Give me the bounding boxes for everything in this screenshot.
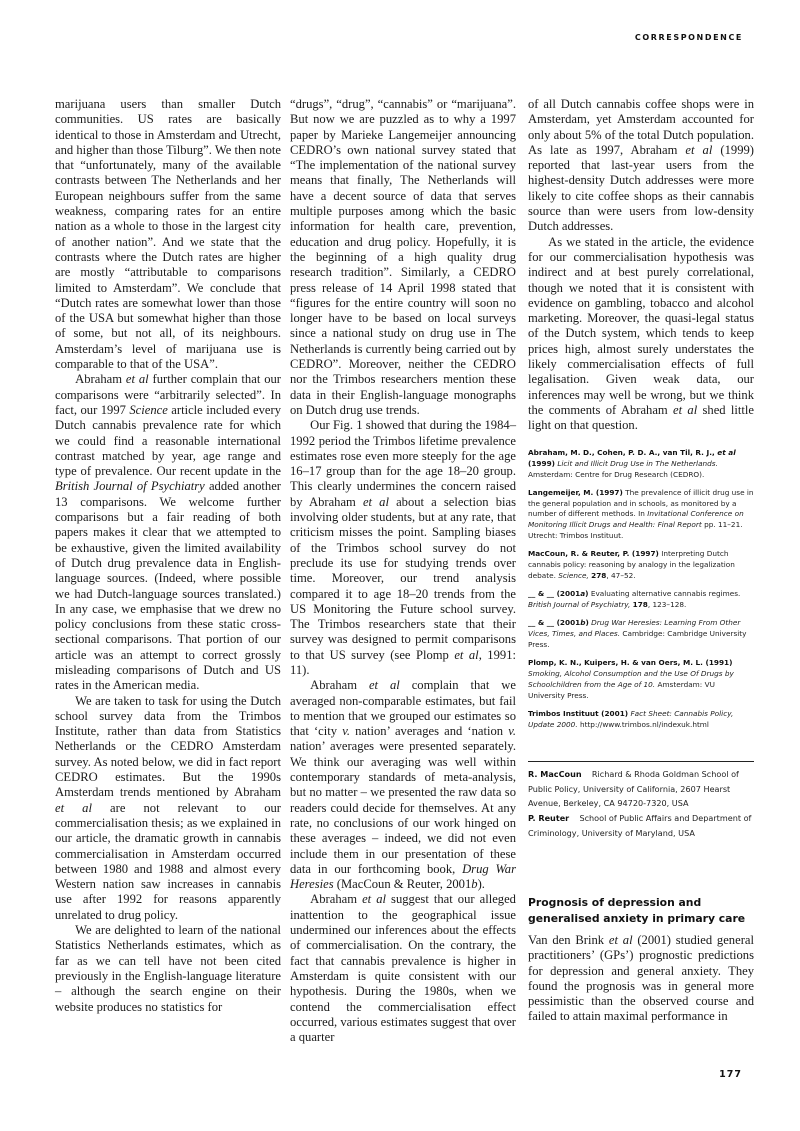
- text-span: __ & __ (2001: [528, 589, 581, 599]
- section-heading: Prognosis of depression and generalised anxiety in primary care: [528, 896, 746, 925]
- paragraph: Abraham et al complain that we averaged non-comparable estimates, but fail to mention that we grouped our estimates so that ‘city v. nation’ averages and ‘nation v. nation’ averages were presented separately. We think our averaging was well within contemporary standards of meta-analysis, but no matter – we presented the raw data so readers could decide for themselves. At any rate, no conclusions of our work hinged on these averages – indeed, we did not even include them in our presentation of these data in our forthcoming book, Drug War Heresies (MacCoun & Reuter, 2001b).: [290, 678, 516, 892]
- text-span: British Journal of Psychiatry,: [528, 600, 631, 610]
- text-span: MacCoun, R. & Reuter, P. (1997): [528, 549, 659, 559]
- text-span: v.: [508, 724, 516, 739]
- text-span: et al: [608, 933, 633, 947]
- affiliation-text: Richard & Rhoda Goldman School of Public Policy, University of California, 2607 Hearst Avenue, Berkeley, CA 94720-7320, USA: [528, 769, 739, 809]
- text-span: et al: [717, 448, 736, 457]
- text-span: b: [471, 877, 478, 892]
- text-span: v.: [342, 724, 350, 739]
- paragraph: Van den Brink et al (2001) studied general practitioners’ (GPs’) prognostic predictions for depression and general anxiety. They found the prognosis was in general more pessimistic than the observed course and failed to attain maximal performance in: [528, 933, 754, 1024]
- text-span: Langemeijer, M. (1997): [528, 487, 623, 497]
- text-span: et al: [125, 372, 149, 387]
- text-span: Plomp, K. N., Kuipers, H. & van Oers, M. L. (1991): [528, 658, 733, 668]
- divider: [528, 761, 754, 762]
- text-column-2: [290, 97, 516, 1045]
- text-span: et al: [368, 678, 400, 693]
- reference-item: MacCoun, R. & Reuter, P. (1997) Interpreting Dutch cannabis policy: reasoning by analogy in the legalization debate. Science, 278, 47–52.: [528, 549, 735, 580]
- running-head: CORRESPONDENCE: [634, 33, 743, 42]
- text-span: Trimbos Instituut (2001): [528, 708, 629, 718]
- paragraph: Abraham et al further complain that our comparisons were “arbitrarily selected”. In fact, our 1997 Science article included every Dutch cannabis prevalence rate for which we could find a reasonable international contrast matched by year, age range and type of prevalence. Our recent update in the British Journal of Psychiatry added another 13 comparisons. We welcome further comparisons but a fair reading of both papers makes it clear that we attempted to be exhaustive, given the limited availability of Dutch drug prevalence data in English-language sources. (Indeed, where possible we had Dutch-language sources translated.) In any case, we emphasise that we drew no policy conclusions from these static cross-sectional comparisons. That portion of our article was an attempt to correct grossly misleading comparisons of Dutch and US rates in the American media.: [55, 372, 281, 693]
- text-span: British Journal of Psychiatry: [55, 479, 205, 494]
- text-column-1: [55, 97, 281, 1015]
- paragraph: of all Dutch cannabis coffee shops were in Amsterdam, yet Amsterdam accounted for only about 5% of the total Dutch population. As late as 1997, Abraham et al (1999) reported that last-year users from the highest-density Dutch addresses were more likely to cite coffee shops as their cannabis source than were users from low-density Dutch addresses.: [528, 97, 754, 234]
- paragraph: “drugs”, “drug”, “cannabis” or “marijuana”. But now we are puzzled as to why a 1997 paper by Marieke Langemeijer announcing CEDRO’s own national survey stated that “The implementation of the national survey means that finally, The Netherlands will have a decent source of data that serves multiple purposes among which the basic information for health care, prevention, education and drug policy. Hopefully, it is the beginning of a high quality drug research tradition”. Similarly, a CEDRO press release of 14 April 1998 stated that “figures for the entire country will soon no longer have to be based on local surveys since a national study on drug use in The Netherlands is currently being carried out by CEDRO”. Moreover, neither the CEDRO nor the Trimbos researchers mention these data in their English-language monographs on Dutch drug use trends.: [290, 97, 516, 417]
- text-span: 178: [632, 600, 648, 610]
- paragraph: Abraham et al suggest that our alleged inattention to the geographical issue undermined our inferences about the effects of commercialisation. On the contrary, the fact that cannabis prevalence is higher in Amsterdam is quite consistent with our hypothesis. During the 1980s, when we contend the commercialisation effect occurred, various estimates suggest that over a quarter: [290, 892, 516, 1045]
- reference-list: [528, 448, 754, 738]
- text-span: Smoking, Alcohol Consumption and the Use Of Drugs by Schoolchildren from the Age of 10.: [528, 669, 734, 689]
- text-span: Drug War Heresies: [290, 861, 516, 892]
- text-span: et al: [362, 494, 389, 509]
- text-span: (1999): [528, 458, 555, 468]
- text-span: Abraham, M. D., Cohen, P. D. A., van Til, R. J.,: [528, 448, 718, 457]
- reference-item: Langemeijer, M. (1997) The prevalence of illicit drug use in the general population and in schools, as monitored by a number of different methods. In Invitational Conference on Monitoring Illicit Drugs and Health: Final Report pp. 11–21. Utrecht: Trimbos Instituut.: [528, 487, 754, 541]
- text-span: a: [580, 589, 586, 599]
- text-span: et al: [55, 800, 92, 815]
- author-name: R. MacCoun: [528, 769, 582, 779]
- paragraph: We are taken to task for using the Dutch school survey data from the Trimbos Institute, rather than data from Statistics Netherlands or the CEDRO Amsterdam survey. As noted below, we did in fact report CEDRO estimates. But the 1990s Amsterdam trends mentioned by Abraham et al are not relevant to our commercialisation thesis; as we explained in our article, the dramatic growth in cannabis commercialisation in Amsterdam occurred between 1980 and 1988 and almost every Western nation saw increases in cannabis use after 1992 for reasons apparently unrelated to drug policy.: [55, 693, 281, 922]
- reference-item: __ & __ (2001a) Evaluating alternative cannabis regimes. British Journal of Psychiatry, 178, 123–128.: [528, 589, 741, 610]
- text-span: ): [585, 589, 589, 599]
- text-span: et al: [673, 402, 698, 417]
- text-span: Science: [129, 402, 168, 417]
- page-number: 177: [719, 1069, 742, 1080]
- text-span: __ & __ (2001: [528, 618, 581, 628]
- text-span: et al: [454, 647, 479, 662]
- affiliation-text: School of Public Affairs and Department of Criminology, University of Maryland, USA: [528, 813, 752, 838]
- affiliation-reuter: [528, 811, 758, 840]
- section-body: [528, 933, 754, 1025]
- text-span: 278: [591, 570, 607, 580]
- reference-item: Trimbos Instituut (2001) Fact Sheet: Cannabis Policy, Update 2000. http://www.trimbos.nl/indexuk.html: [528, 708, 734, 729]
- text-span: et al: [685, 142, 713, 157]
- text-span: Drug War Heresies: Learning From Other Vices, Times, and Places.: [528, 618, 741, 639]
- reference-item: Plomp, K. N., Kuipers, H. & van Oers, M. L. (1991) Smoking, Alcohol Consumption and the Use Of Drugs by Schoolchildren from the Age of 10. Amsterdam: VU University Press.: [528, 658, 734, 700]
- paragraph: marijuana users than smaller Dutch communities. US rates are basically identical to those in Amsterdam and Utrecht, and higher than those Tilburg”. We then note that “unfortunately, many of the available contrasts between The Netherlands and her European neighbours suffer from the same weakness, comparing rates for an entire nation as a whole to those in the largest city of another nation”. And we state that the contrasts where the Dutch rates are higher are mostly “attributable to comparisons limited to Amsterdam”. We conclude that “Dutch rates are somewhat lower than those of the USA but somewhat higher than those of some, but not all, of its neighbours. Amsterdam’s level of marijuana use is comparable to that of the USA”.: [55, 97, 281, 372]
- affiliation-maccoun: [528, 767, 758, 811]
- text-span: Fact Sheet: Cannabis Policy, Update 2000.: [528, 708, 734, 729]
- text-span: Science,: [558, 570, 589, 580]
- paragraph: We are delighted to learn of the national Statistics Netherlands estimates, which as far as we can tell have not been cited previously in the English-language literature – although the search engine on their website produces no statistics for: [55, 923, 281, 1014]
- author-name: P. Reuter: [528, 813, 570, 824]
- author-affiliations: [528, 767, 758, 841]
- text-span: b: [580, 618, 586, 628]
- paragraph: Our Fig. 1 showed that during the 1984–1992 period the Trimbos lifetime prevalence estimates rose even more steeply for the age 16–17 group than for the age 18–20 group. This clearly undermines the concern raised by Abraham et al about a selection bias involving older students, but at any rate, that criticism misses the point. Sampling biases of the Trimbos school survey do not preclude its use for studying trends over time. Moreover, our trend analysis compared it to age 18–20 trends from the US Monitoring the Future school survey. The Trimbos researchers state that their survey was designed to permit comparisons to that US survey (see Plomp et al, 1991: 11).: [290, 418, 516, 677]
- reference-item: Abraham, M. D., Cohen, P. D. A., van Til, R. J., et al (1999) Licit and Illicit Drug Use in The Netherlands. Amsterdam: Centre for Drug Research (CEDRO).: [528, 448, 736, 479]
- text-span: et al: [362, 892, 386, 907]
- text-span: Invitational Conference on Monitoring Illicit Drugs and Health: Final Report: [528, 509, 744, 530]
- text-span: ): [585, 618, 589, 628]
- paragraph: As we stated in the article, the evidence for our commercialisation hypothesis was indirect and at best purely correlational, though we noted that it is consistent with evidence on gambling, tobacco and alcohol marketing. Moreover, the quasi-legal status of the Dutch system, which tends to keep prices high, almost surely understates the likely commercialisation effects of full legalisation. Given weak data, our inferences may well be wrong, but we think the comments of Abraham et al shed little light on that question.: [528, 234, 754, 433]
- text-column-3: [528, 97, 754, 434]
- reference-item: __ & __ (2001b) Drug War Heresies: Learning From Other Vices, Times, and Places. Cambridge: Cambridge University Press.: [528, 618, 747, 649]
- text-span: Licit and Illicit Drug Use in The Netherlands.: [557, 458, 718, 468]
